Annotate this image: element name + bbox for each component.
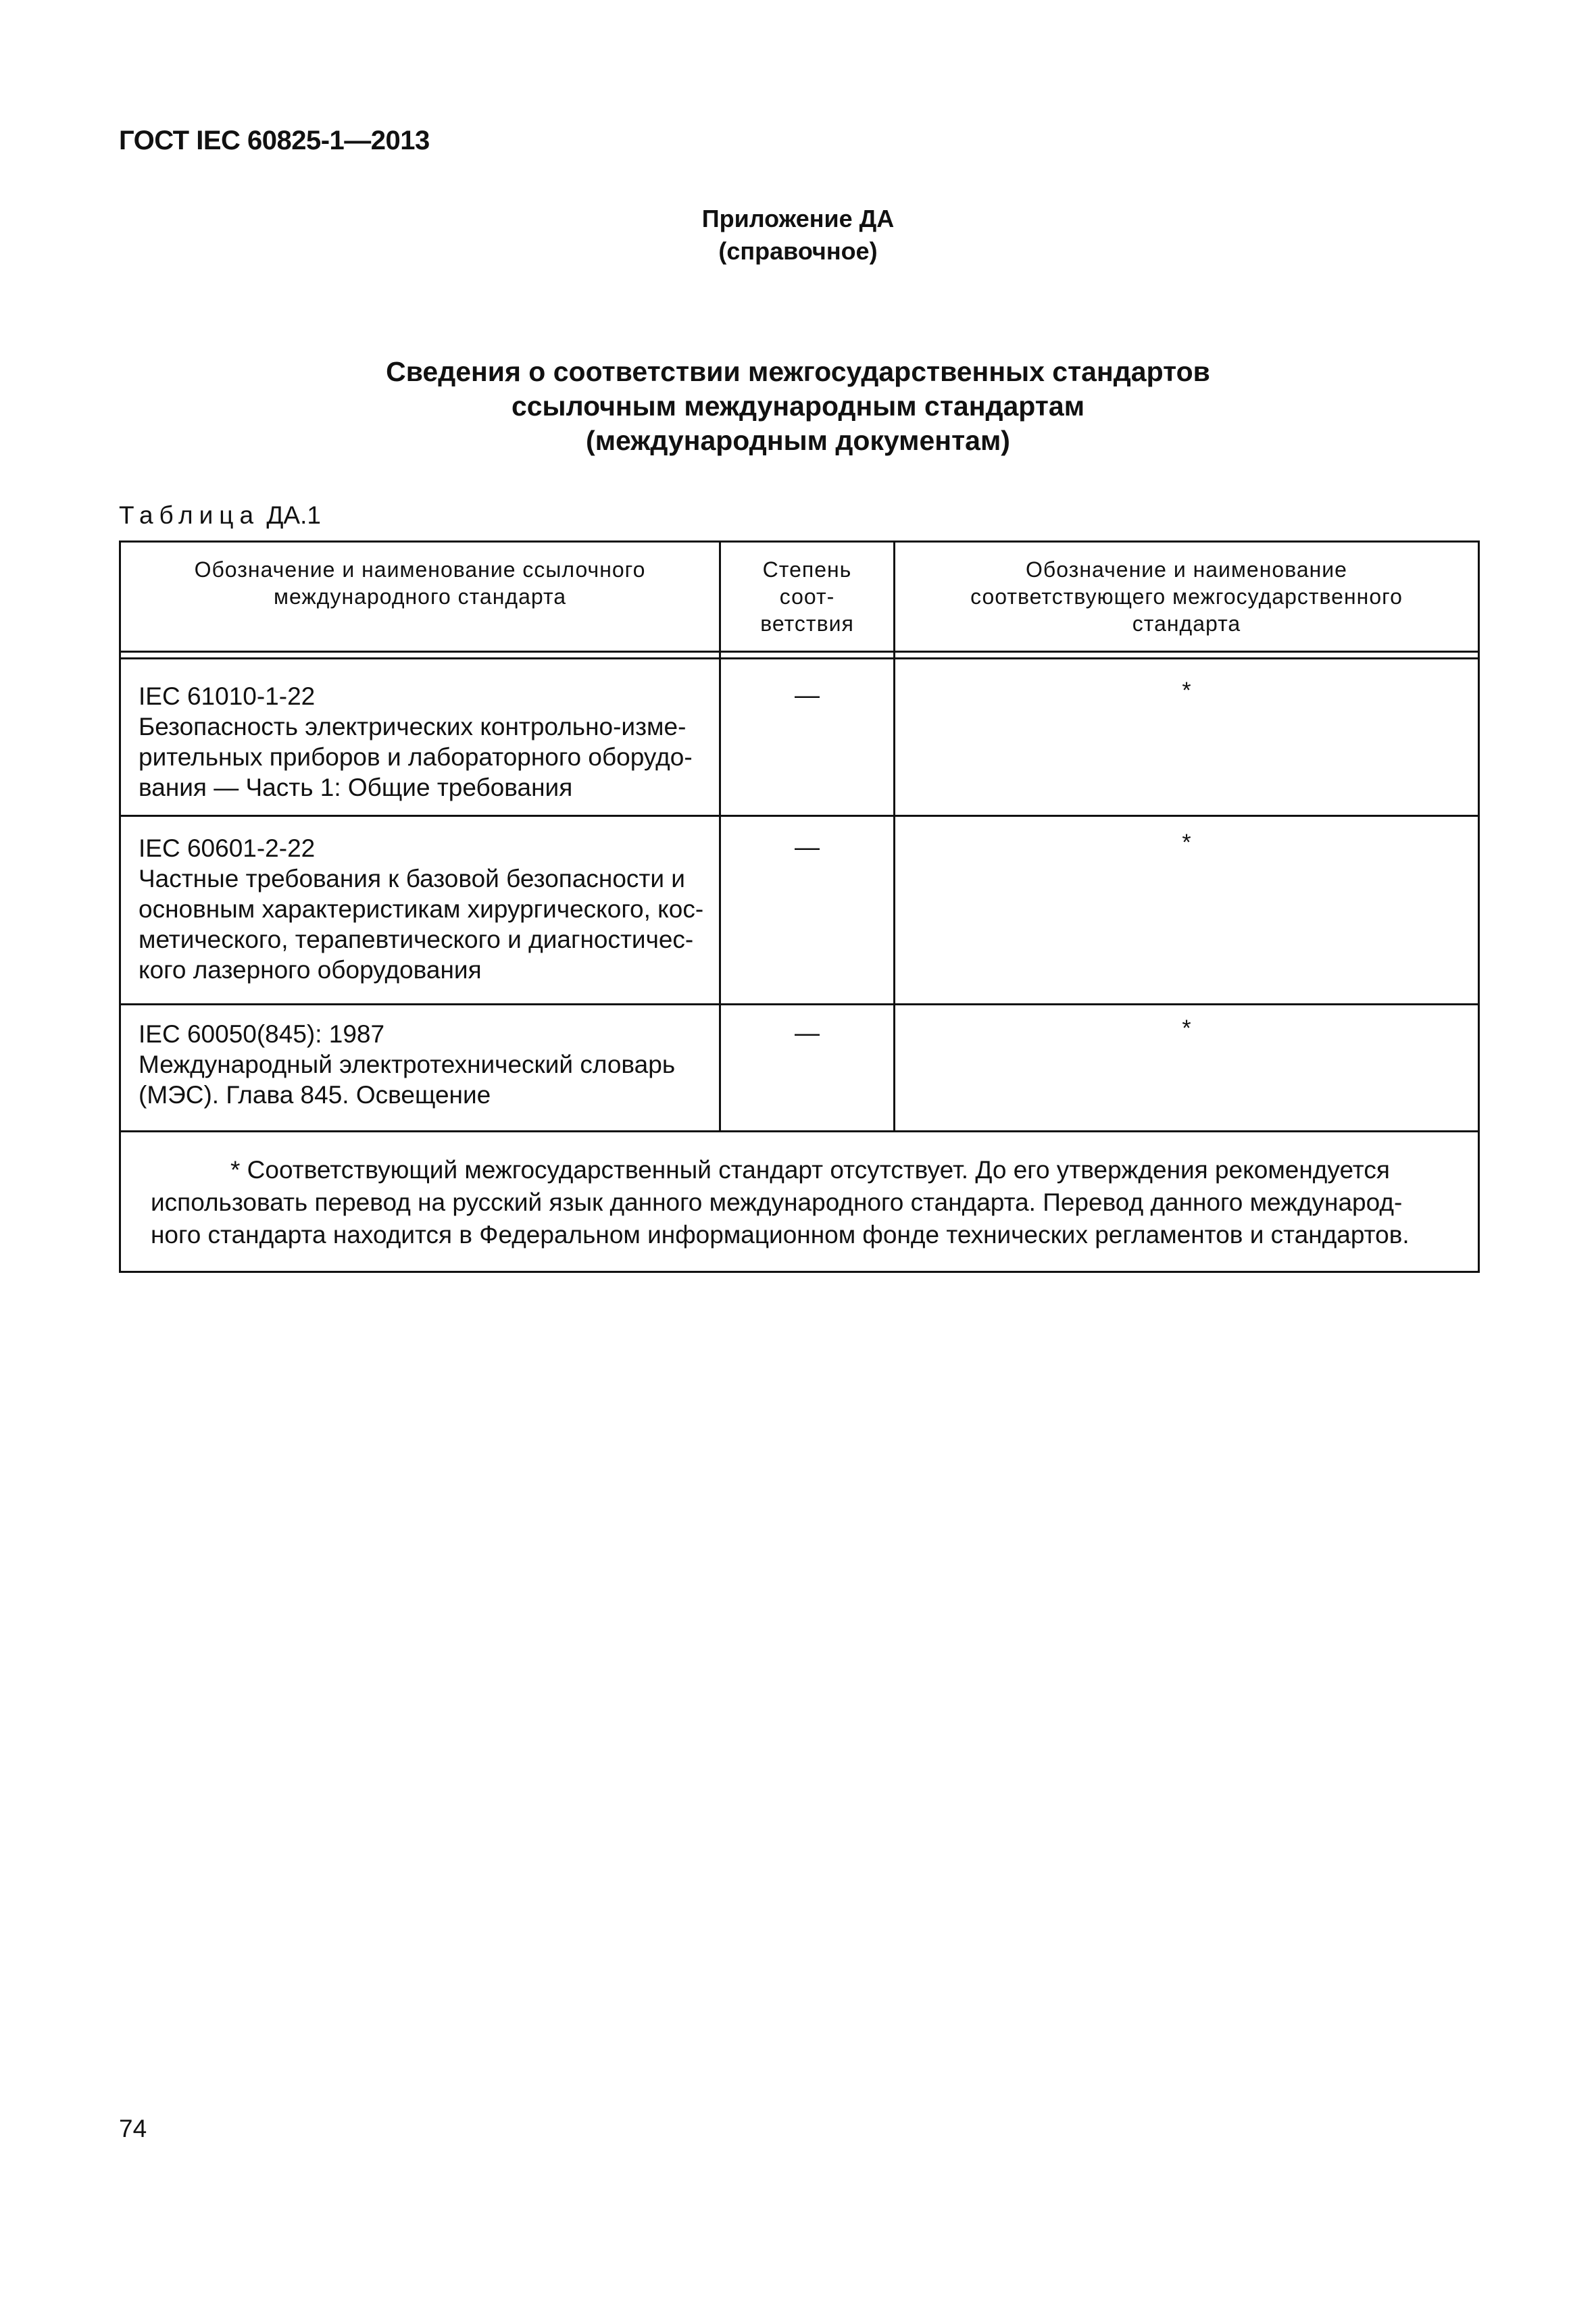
heading-line: Сведения о соответствии межгосударственных стандартов (386, 356, 1210, 387)
header-divider (121, 651, 1478, 653)
column-header-international-standard: Обозначение и наименование ссылочного международного стандарта (194, 557, 646, 609)
table-row-standard-cell: IEC 61010-1-22 Безопасность электрических контрольно-изме- рительных приборов и лабораторного оборудо- вания — Часть 1: Общие требования (139, 682, 693, 801)
section-heading (203, 355, 1393, 458)
table-row-standard-cell: IEC 60050(845): 1987 Международный электротехнический словарь (МЭС). Глава 845. Освещение (139, 1020, 676, 1109)
annex-kind: (справочное) (718, 237, 878, 265)
table-row-degree-cell: — (795, 681, 820, 709)
table-row-standard-cell: IEC 60601-2-22 Частные требования к базовой безопасности и основным характеристикам хирургического, кос- метического, терапевтического и диагностичес- кого лазерного оборудования (139, 834, 704, 984)
column-header-interstate-standard: Обозначение и наименование соответствующего межгосударственного стандарта (970, 557, 1403, 636)
table-row-gost-cell: * (1182, 678, 1191, 703)
correspondence-table (119, 540, 1480, 1273)
table-row-gost-cell: * (1182, 830, 1191, 855)
header-divider (121, 657, 1478, 659)
table-footnote: * Соответствующий межгосударственный стандарт отсутствует. До его утверждения рекомендуется использовать перевод на русский язык данного международного стандарта. Перевод данного международ- ного стандарта находится в Федеральном информационном фонде технических регламентов и стандартов. (151, 1156, 1410, 1249)
table-row-degree-cell: — (795, 833, 820, 861)
document-code: ГОСТ IEC 60825-1—2013 (119, 126, 430, 155)
heading-line: (международным документам) (586, 425, 1010, 456)
table-caption-word: Таблица (119, 501, 260, 529)
row-divider (121, 1130, 1478, 1132)
table-caption-number: ДА.1 (266, 501, 321, 529)
annex-title: Приложение ДА (701, 205, 895, 232)
table-caption (119, 501, 321, 530)
column-header-degree: Степень соот- ветствия (760, 557, 854, 636)
table-row-gost-cell: * (1182, 1015, 1191, 1041)
row-divider (121, 1003, 1478, 1005)
table-row-degree-cell: — (795, 1019, 820, 1047)
page-number: 74 (119, 2115, 147, 2142)
heading-line: ссылочным международным стандартам (511, 391, 1085, 422)
row-divider (121, 815, 1478, 817)
